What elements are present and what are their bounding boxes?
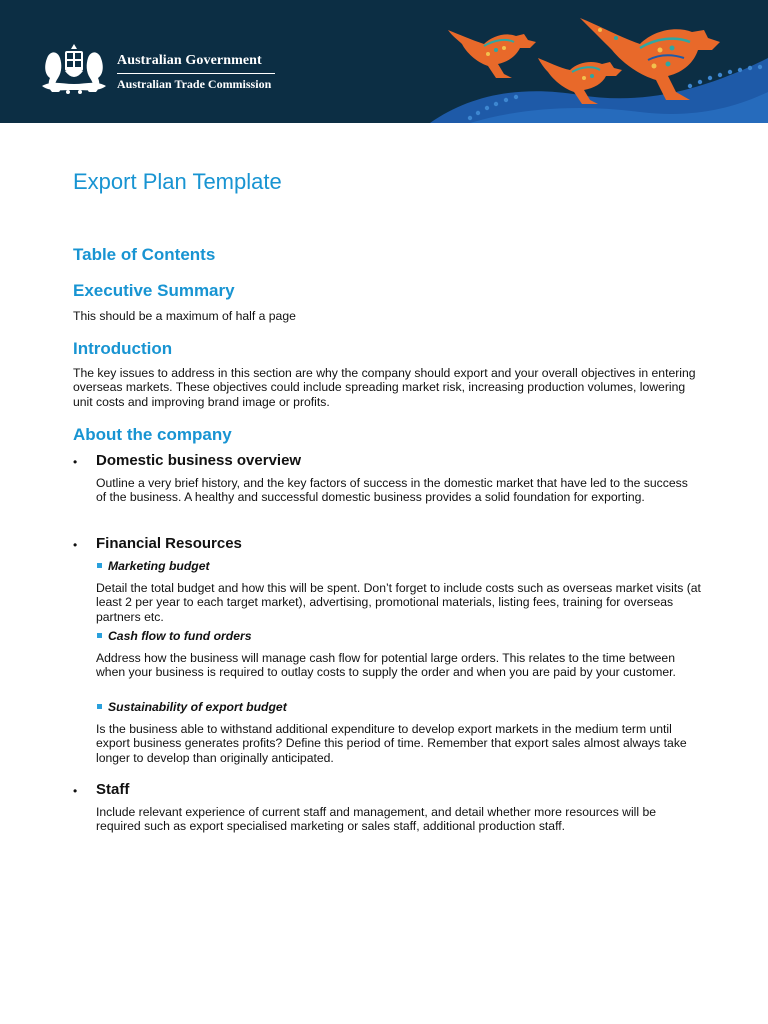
org-line-2: Australian Trade Commission	[117, 77, 272, 91]
heading-introduction: Introduction	[73, 339, 173, 358]
staff-text: Include relevant experience of current staff and management, and detail whether more resources will be required such as export specialised marketing or sales staff, additional production staff.	[96, 805, 657, 834]
heading-cash-flow-to-fund-orders: Cash flow to fund orders	[108, 629, 252, 643]
marketing-budget-text: Detail the total budget and how this will be spent. Don’t forget to include costs such as overseas market visits (at least 2 per year to each target market), advertising, promotional materials, listing fees, training for overseas partners etc.	[96, 581, 701, 624]
bullet-marker: •	[73, 455, 78, 469]
kangaroo-1-icon	[448, 30, 536, 78]
sub-bullet-marker	[97, 563, 102, 568]
executive-summary-text: This should be a maximum of half a page	[73, 309, 296, 323]
coat-of-arms-icon	[38, 42, 110, 100]
wordmark-divider	[117, 73, 275, 74]
heading-sustainability-of-export-budget: Sustainability of export budget	[108, 700, 287, 714]
government-wordmark	[117, 53, 275, 91]
header-banner	[0, 0, 768, 123]
introduction-text: The key issues to address in this section are why the company should export and your overall objectives in entering overseas markets. These objectives could include spreading market risk, increasing production volumes, lowering unit costs and improving brand image or profits.	[73, 366, 696, 409]
heading-table-of-contents: Table of Contents	[73, 245, 216, 264]
bullet-marker: •	[73, 538, 78, 552]
sub-bullet-marker	[97, 704, 102, 709]
cash-flow-text: Address how the business will manage cash flow for potential large orders. This relates to the time between when your business is required to outlay costs to supply the order and when you are paid by your customer.	[96, 651, 676, 680]
domestic-business-overview-text: Outline a very brief history, and the key factors of success in the domestic market that have led to the success of the business. A healthy and successful domestic business provides a solid foundation for exporting.	[96, 476, 688, 505]
sustainability-text: Is the business able to withstand additional expenditure to develop export markets in the medium term until export business generates profits? Define this period of time. Remember that export sales almost always take longer to develop than originally anticipated.	[96, 722, 687, 765]
banner-artwork	[0, 0, 768, 123]
bullet-marker: •	[73, 784, 78, 798]
heading-financial-resources: Financial Resources	[96, 535, 242, 552]
sub-bullet-marker	[97, 633, 102, 638]
document-title: Export Plan Template	[73, 169, 282, 194]
heading-domestic-business-overview: Domestic business overview	[96, 452, 302, 469]
heading-executive-summary: Executive Summary	[73, 281, 235, 300]
heading-staff: Staff	[96, 781, 130, 798]
org-line-1: Australian Government	[117, 53, 262, 68]
heading-about-the-company: About the company	[73, 425, 232, 444]
heading-marketing-budget: Marketing budget	[108, 559, 210, 573]
